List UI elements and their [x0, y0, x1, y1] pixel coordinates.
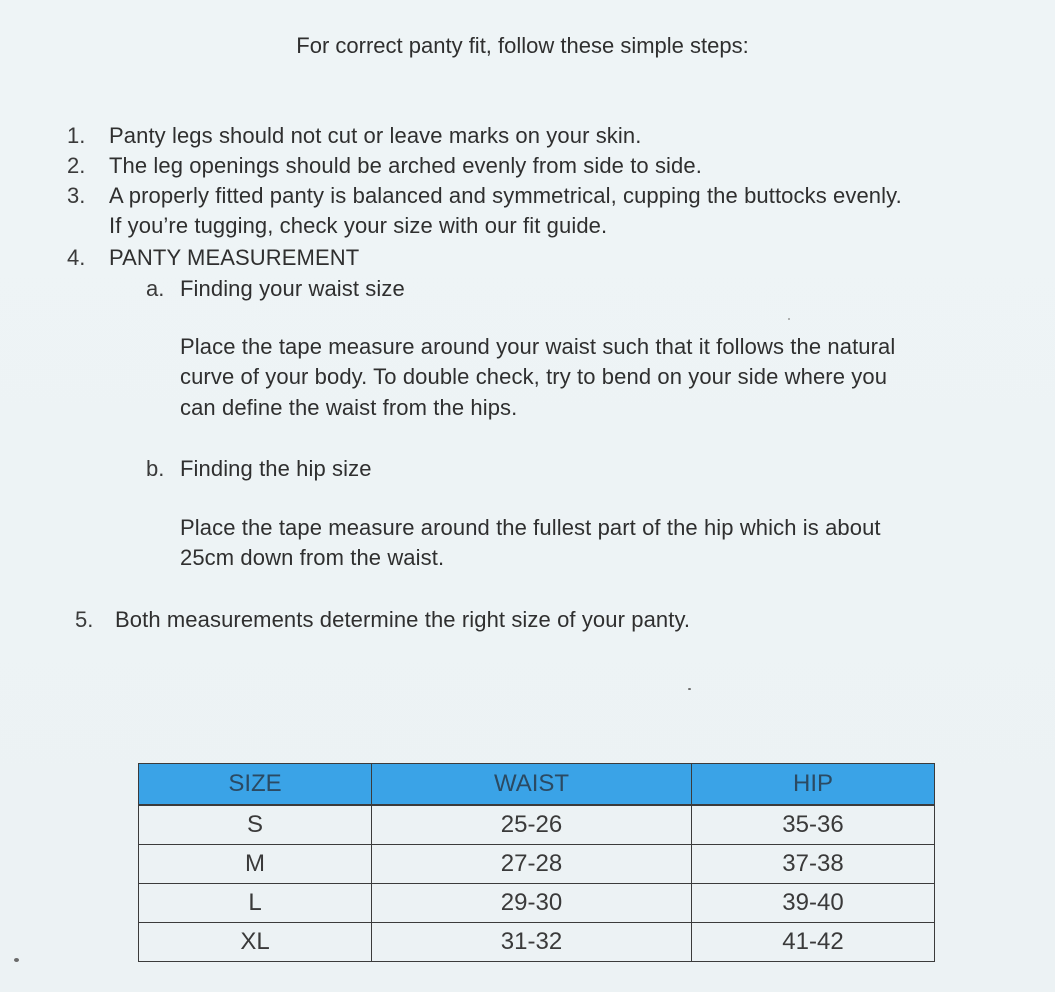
scan-speck	[788, 318, 790, 320]
step-3-number: 3.	[67, 183, 86, 208]
step-4-heading: PANTY MEASUREMENT	[109, 245, 360, 270]
table-row	[139, 805, 935, 845]
substep-a-body-line-2: curve of your body. To double check, try to bend on your side where you	[180, 364, 888, 389]
substep-b-body-line-2: 25cm down from the waist.	[180, 545, 445, 570]
substep-a-heading: Finding your waist size	[180, 276, 405, 301]
size-cell: M	[139, 845, 372, 884]
waist-column-header: WAIST	[372, 764, 692, 806]
size-cell: XL	[139, 923, 372, 962]
step-1-number: 1.	[67, 123, 86, 148]
substep-a-body-line-1: Place the tape measure around your waist such that it follows the natural	[180, 334, 896, 359]
step-5-number: 5.	[75, 607, 94, 632]
substep-a-letter: a.	[146, 276, 165, 301]
hip-column-header: HIP	[692, 764, 935, 806]
size-chart-header-row	[139, 764, 935, 806]
step-2-text: The leg openings should be arched evenly from side to side.	[109, 153, 702, 178]
size-column-header: SIZE	[139, 764, 372, 806]
step-1-text: Panty legs should not cut or leave marks on your skin.	[109, 123, 642, 148]
hip-cell: 37-38	[692, 845, 935, 884]
waist-cell: 25-26	[372, 805, 692, 845]
substep-b-heading: Finding the hip size	[180, 456, 372, 481]
size-cell: L	[139, 884, 372, 923]
table-row	[139, 923, 935, 962]
waist-cell: 29-30	[372, 884, 692, 923]
step-3-text-line-1: A properly fitted panty is balanced and symmetrical, cupping the buttocks evenly.	[109, 183, 902, 208]
hip-cell: 35-36	[692, 805, 935, 845]
size-chart-table	[138, 763, 935, 962]
waist-cell: 27-28	[372, 845, 692, 884]
substep-b-body-line-1: Place the tape measure around the fullest part of the hip which is about	[180, 515, 881, 540]
substep-b-letter: b.	[146, 456, 165, 481]
document-title-text: For correct panty fit, follow these simple steps:	[296, 33, 749, 58]
table-row	[139, 845, 935, 884]
hip-cell: 39-40	[692, 884, 935, 923]
step-5-text: Both measurements determine the right size of your panty.	[115, 607, 691, 632]
hip-cell: 41-42	[692, 923, 935, 962]
scan-speck	[688, 688, 691, 690]
waist-cell: 31-32	[372, 923, 692, 962]
table-row	[139, 884, 935, 923]
scan-speck	[14, 958, 19, 962]
substep-a-body-line-3: can define the waist from the hips.	[180, 395, 518, 420]
step-4-number: 4.	[67, 245, 86, 270]
step-2-number: 2.	[67, 153, 86, 178]
size-cell: S	[139, 805, 372, 845]
step-3-text-line-2: If you’re tugging, check your size with our fit guide.	[109, 213, 608, 238]
document-title	[0, 31, 1055, 61]
